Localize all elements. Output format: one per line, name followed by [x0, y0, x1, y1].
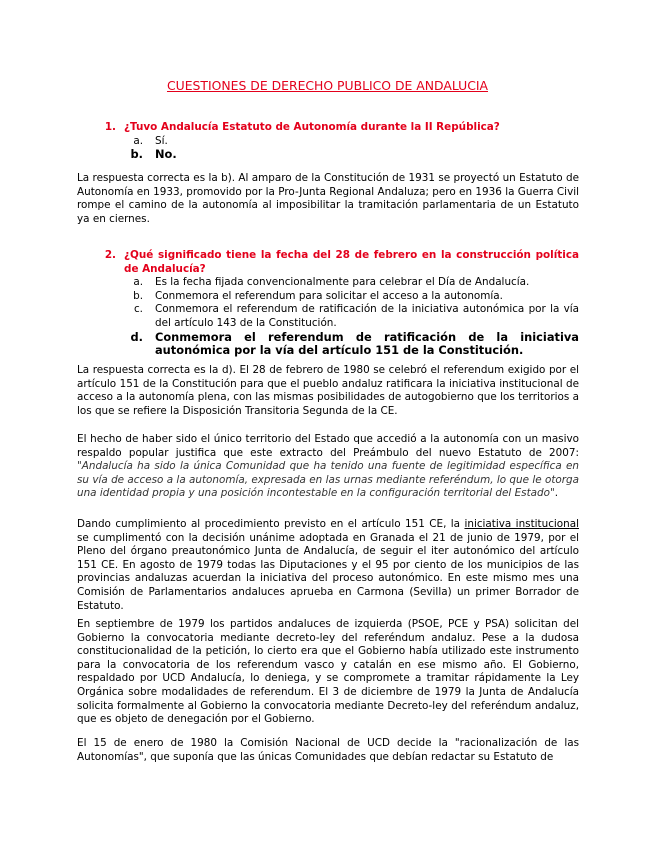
option-b [77, 290, 579, 304]
initiative-paragraph [77, 518, 579, 613]
january-1980-paragraph: El 15 de enero de 1980 la Comisión Nacional de UCD decide la "racionalización de las Autonomías", que suponía que las únicas Comunidades que debían redactar su Estatuto de [77, 737, 579, 763]
preamble-paragraph [77, 433, 579, 501]
option-c [77, 303, 579, 330]
option-text: Conmemora el referendum de ratificación de la iniciativa autonómica por la vía del artículo 151 de la Constitución. [155, 329, 579, 358]
september-1979-paragraph: En septiembre de 1979 los partidos andaluces de izquierda (PSOE, PCE y PSA) solicitan del Gobierno la convocatoria mediante decreto-ley del referéndum andaluz. Pese a la dudosa constitucionalidad de la petición, lo cierto era que el Gobierno había utilizado este instrumento para la convocatoria de los referendum vasco y catalán en ese mismo año. El Gobierno, respaldado por UCD Andalucía, lo deniega, y se compromete a tramitar rápidamente la Ley Orgánica sobre modalidades de referendum. El 3 de diciembre de 1979 la Junta de Andalucía solicita formalmente al Gobierno la convocatoria mediante Decreto-ley del referéndum andaluz, que es objeto de denegación por el Gobierno. [77, 618, 579, 726]
option-text: Conmemora el referendum de ratificación de la iniciativa autonómica por la vía del artículo 143 de la Constitución. [155, 303, 579, 329]
option-letter: c. [133, 303, 143, 316]
answer-1-paragraph: La respuesta correcta es la b). Al amparo de la Constitución de 1931 se proyectó un Estatuto de Autonomía en 1933, promovido por la Pro-Junta Regional Andaluza; pero en 1936 la Guerra Civil rompe el camino de la autonomía al imposibilitar la tramitación parlamentaria de un Estatuto ya en ciernes. [77, 172, 579, 225]
option-text: Conmemora el referendum para solicitar el acceso a la autonomía. [155, 289, 503, 302]
preamble-quote: "Andalucía ha sido la única Comunidad que ha tenido una fuente de legitimidad específica en su vía de acceso a la autonomía, expresada en las urnas mediante referéndum, lo que le otorga una identidad propia y una posición incontestable en la configuración territorial del Estado" [77, 460, 579, 500]
option-text: Es la fecha fijada convencionalmente para celebrar el Día de Andalucía. [155, 276, 530, 289]
option-letter: b. [133, 289, 143, 302]
preamble-end: . [554, 487, 559, 500]
option-a [77, 135, 579, 149]
question-2-heading [77, 249, 579, 276]
initiative-text-start: Dando cumplimiento al procedimiento previsto en el artículo 151 CE, la [77, 518, 465, 530]
options-list [77, 276, 579, 358]
option-letter: a. [133, 134, 143, 147]
question-text: ¿Tuvo Andalucía Estatuto de Autonomía durante la II República? [124, 121, 500, 133]
document-title: CUESTIONES DE DERECHO PUBLICO DE ANDALUCIA [166, 78, 488, 93]
option-a [77, 276, 579, 290]
option-d [77, 331, 579, 358]
question-1 [77, 121, 579, 162]
option-b [77, 148, 579, 162]
option-text: Sí. [155, 134, 168, 147]
options-list [77, 135, 579, 162]
initiative-link[interactable]: iniciativa institucional [464, 518, 579, 530]
option-letter: b. [130, 147, 143, 162]
preamble-intro: El hecho de haber sido el único territorio del Estado que accedió a la autonomía con un masivo respaldo popular justifica que este extracto del Preámbulo del nuevo Estatuto de 2007: [77, 433, 579, 459]
initiative-text-end: se cumplimentó con la decisión unánime adoptada en Granada el 21 de junio de 1979, por el Pleno del órgano preautonómico Junta de Andalucía, de seguir el iter autonómico del artículo 151 CE. En agosto de 1979 todas las Diputaciones y el 95 por ciento de los municipios de las provincias andaluzas acuerdan la iniciativa del proceso autonómico. En este mismo mes una Comisión de Parlamentarios andaluces aprueba en Carmona (Sevilla) un primer Borrador de Estatuto. [77, 531, 579, 612]
question-2 [77, 249, 579, 358]
question-number: 1. [104, 121, 116, 133]
question-text: ¿Qué significado tiene la fecha del 28 de febrero en la construcción política de Andalucía? [124, 249, 579, 275]
option-letter: a. [133, 276, 143, 289]
question-1-heading [77, 121, 579, 135]
option-letter: d. [130, 329, 143, 344]
option-text: No. [155, 147, 177, 162]
answer-2-paragraph: La respuesta correcta es la d). El 28 de febrero de 1980 se celebró el referendum exigido por el artículo 151 de la Constitución para que el pueblo andaluz ratificara la iniciativa institucional de acceso a la autonomía plena, con las mismas posibilidades de autogobierno que los territorios a los que se refiere la Disposición Transitoria Segunda de la CE. [77, 364, 579, 417]
question-number: 2. [104, 249, 116, 261]
